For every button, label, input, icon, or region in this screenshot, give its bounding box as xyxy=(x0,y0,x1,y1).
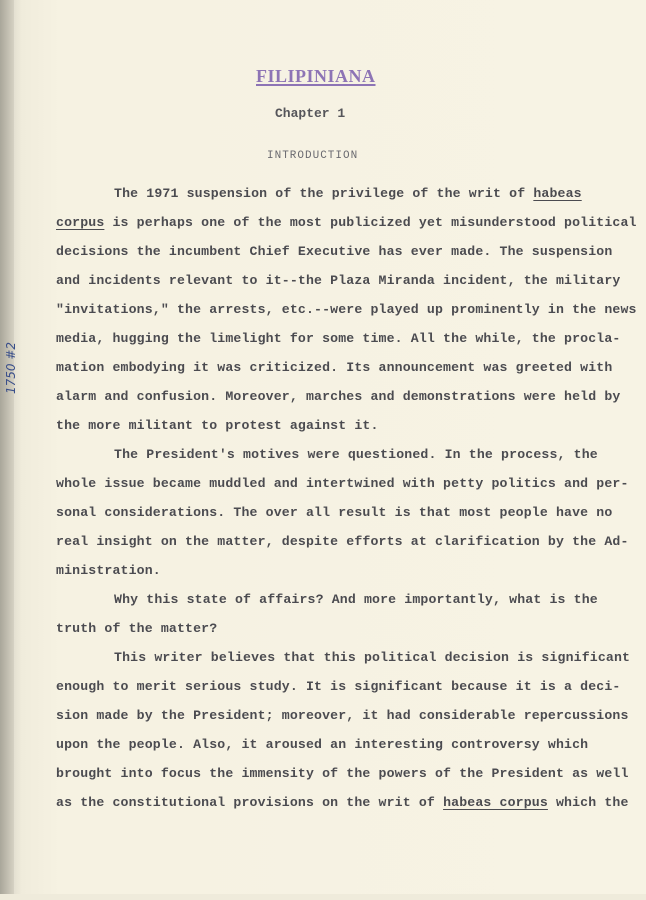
text-line xyxy=(56,505,612,520)
text-line xyxy=(56,737,588,752)
text-run: brought into focus the immensity of the powers of the President as well xyxy=(56,766,629,781)
text-run: This writer believes that this political decision is significant xyxy=(114,650,631,665)
text-run: alarm and confusion. Moreover, marches and demonstrations were held by xyxy=(56,389,621,404)
chapter-title: Chapter 1 xyxy=(275,106,346,121)
text-run: upon the people. Also, it aroused an interesting controversy which xyxy=(56,737,589,752)
text-line xyxy=(56,534,629,549)
text-run: The 1971 suspension of the privilege of the writ of xyxy=(114,186,534,201)
text-run: real insight on the matter, despite efforts at clarification by the Ad- xyxy=(56,534,629,549)
text-run: "invitations," the arrests, etc.--were played up prominently in the news xyxy=(56,302,637,317)
text-line xyxy=(56,389,620,404)
text-run: as the constitutional provisions on the writ of xyxy=(56,795,444,810)
text-line xyxy=(56,766,629,781)
text-run: the more militant to protest against it. xyxy=(56,418,379,433)
text-run: Why this state of affairs? And more importantly, what is the xyxy=(114,592,598,607)
text-run: truth of the matter? xyxy=(56,621,218,636)
text-run: and incidents relevant to it--the Plaza Miranda incident, the military xyxy=(56,273,621,288)
text-line xyxy=(114,592,598,607)
text-line xyxy=(56,215,637,230)
text-line xyxy=(114,186,582,201)
text-line xyxy=(56,708,629,723)
text-run: The President's motives were questioned. In the process, the xyxy=(114,447,598,462)
scan-footer xyxy=(0,894,646,900)
underlined-term: habeas corpus xyxy=(443,795,548,810)
underlined-term: habeas xyxy=(533,186,582,201)
underlined-term: corpus xyxy=(56,215,105,230)
text-line xyxy=(56,244,612,259)
text-line xyxy=(114,650,630,665)
text-run: ministration. xyxy=(56,563,161,578)
handwritten-margin-note: 1750 #2 xyxy=(4,341,18,394)
text-run: sion made by the President; moreover, it had considerable repercussions xyxy=(56,708,629,723)
text-line xyxy=(56,679,620,694)
text-line xyxy=(56,621,217,636)
text-line xyxy=(56,360,612,375)
text-line xyxy=(56,795,629,810)
text-line xyxy=(56,563,161,578)
text-line xyxy=(56,302,637,317)
text-run: is perhaps one of the most publicized yet misunderstood political xyxy=(104,215,637,230)
section-heading: INTRODUCTION xyxy=(267,150,359,162)
binding-shadow xyxy=(0,0,14,900)
filipiniana-stamp: FILIPINIANA xyxy=(256,66,376,86)
text-line xyxy=(56,476,629,491)
text-run: decisions the incumbent Chief Executive has ever made. The suspension xyxy=(56,244,613,259)
text-run: which the xyxy=(547,795,629,810)
text-run: mation embodying it was criticized. Its announcement was greeted with xyxy=(56,360,613,375)
text-line xyxy=(56,331,620,346)
text-line xyxy=(114,447,598,462)
text-run: sonal considerations. The over all result is that most people have no xyxy=(56,505,613,520)
text-line xyxy=(56,418,379,433)
text-run: whole issue became muddled and intertwined with petty politics and per- xyxy=(56,476,629,491)
text-run: media, hugging the limelight for some time. All the while, the procla- xyxy=(56,331,621,346)
text-line xyxy=(56,273,620,288)
text-run: enough to merit serious study. It is significant because it is a deci- xyxy=(56,679,621,694)
